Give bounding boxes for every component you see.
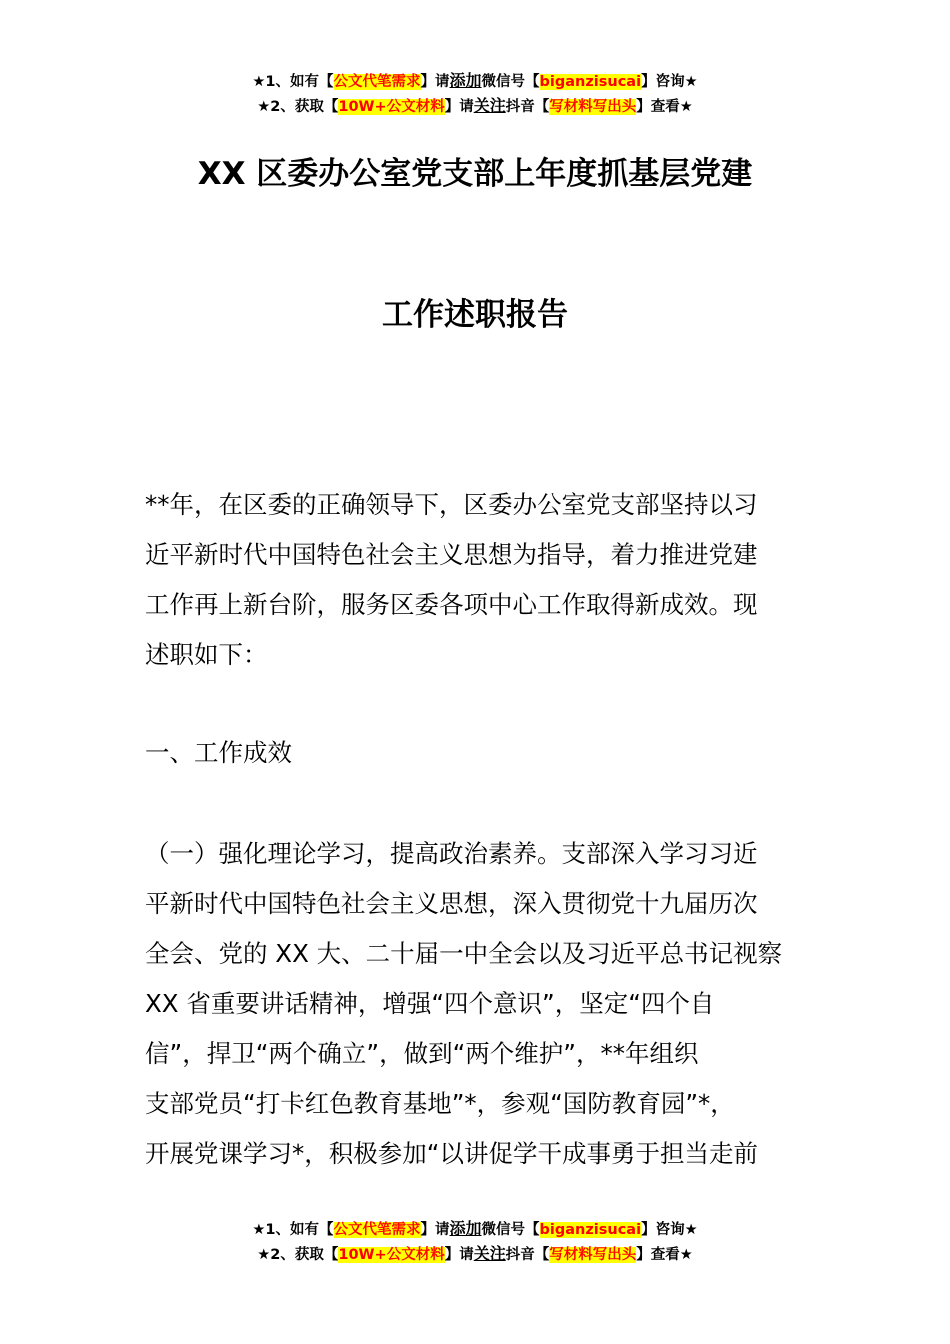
banner-text: 】咨询★ [641, 1222, 698, 1238]
document-title-line-2: 工作述职报告 [382, 297, 568, 333]
text-line: XX 省重要讲话精神，增强“四个意识”，坚定“四个自 [145, 989, 715, 1018]
banner-text: 2、获取【 [270, 99, 339, 115]
text-line: 述职如下： [145, 640, 268, 669]
banner-emphasis: 关注 [473, 96, 506, 115]
section-heading [145, 728, 825, 778]
banner-line-2 [0, 1242, 950, 1267]
text-line: 全会、党的 XX 大、二十届一中全会以及习近平总书记视察 [145, 939, 783, 968]
star-icon: ★ [257, 1247, 271, 1263]
banner-text: 抖音【 [505, 1247, 550, 1263]
intro-paragraph [145, 480, 825, 680]
highlight-douyin-id: 写材料写出头 [549, 99, 637, 115]
highlight-douyin-id: 写材料写出头 [549, 1247, 637, 1263]
text-line: 开展党课学习*，积极参加“以讲促学干成事勇于担当走前 [145, 1139, 758, 1168]
text-line: 信”，捍卫“两个确立”，做到“两个维护”，**年组织 [145, 1039, 699, 1068]
footer-banner [0, 1217, 950, 1267]
banner-line-1 [0, 69, 950, 94]
banner-text: 】请 [444, 1247, 474, 1263]
highlight-wechat-id: biganzisucai [539, 1222, 642, 1238]
section-heading-text: 一、工作成效 [145, 738, 292, 767]
banner-text: 1、如有【 [265, 74, 334, 90]
highlight-materials: 10W+公文材料 [338, 1247, 445, 1263]
banner-emphasis: 添加 [449, 1219, 482, 1238]
highlight-wechat-id: biganzisucai [539, 74, 642, 90]
text-line: **年，在区委的正确领导下，区委办公室党支部坚持以习 [145, 490, 758, 519]
banner-emphasis: 关注 [473, 1244, 506, 1263]
banner-line-1 [0, 1217, 950, 1242]
text-line: 近平新时代中国特色社会主义思想为指导，着力推进党建 [145, 540, 758, 569]
banner-text: 】查看★ [636, 99, 693, 115]
highlight-materials: 10W+公文材料 [338, 99, 445, 115]
star-icon: ★ [257, 99, 271, 115]
highlight-service: 公文代笔需求 [333, 74, 421, 90]
star-icon: ★ [252, 1222, 266, 1238]
document-title-line-1: XX 区委办公室党支部上年度抓基层党建 [197, 156, 753, 192]
banner-text: 1、如有【 [265, 1222, 334, 1238]
text-line: 平新时代中国特色社会主义思想，深入贯彻党十九届历次 [145, 889, 758, 918]
highlight-service: 公文代笔需求 [333, 1222, 421, 1238]
banner-text: 】咨询★ [641, 74, 698, 90]
header-banner [0, 69, 950, 119]
banner-text: 】查看★ [636, 1247, 693, 1263]
text-line: 工作再上新台阶，服务区委各项中心工作取得新成效。现 [145, 590, 758, 619]
text-line: 支部党员“打卡红色教育基地”*，参观“国防教育园”*， [145, 1089, 735, 1118]
banner-text: 微信号【 [481, 74, 540, 90]
body-paragraph [145, 829, 825, 1179]
banner-text: 】请 [444, 99, 474, 115]
banner-text: 抖音【 [505, 99, 550, 115]
star-icon: ★ [252, 74, 266, 90]
banner-line-2 [0, 94, 950, 119]
banner-text: 微信号【 [481, 1222, 540, 1238]
banner-text: 2、获取【 [270, 1247, 339, 1263]
banner-text: 】请 [420, 1222, 450, 1238]
banner-emphasis: 添加 [449, 71, 482, 90]
banner-text: 】请 [420, 74, 450, 90]
text-line: （一）强化理论学习，提高政治素养。支部深入学习习近 [145, 839, 758, 868]
